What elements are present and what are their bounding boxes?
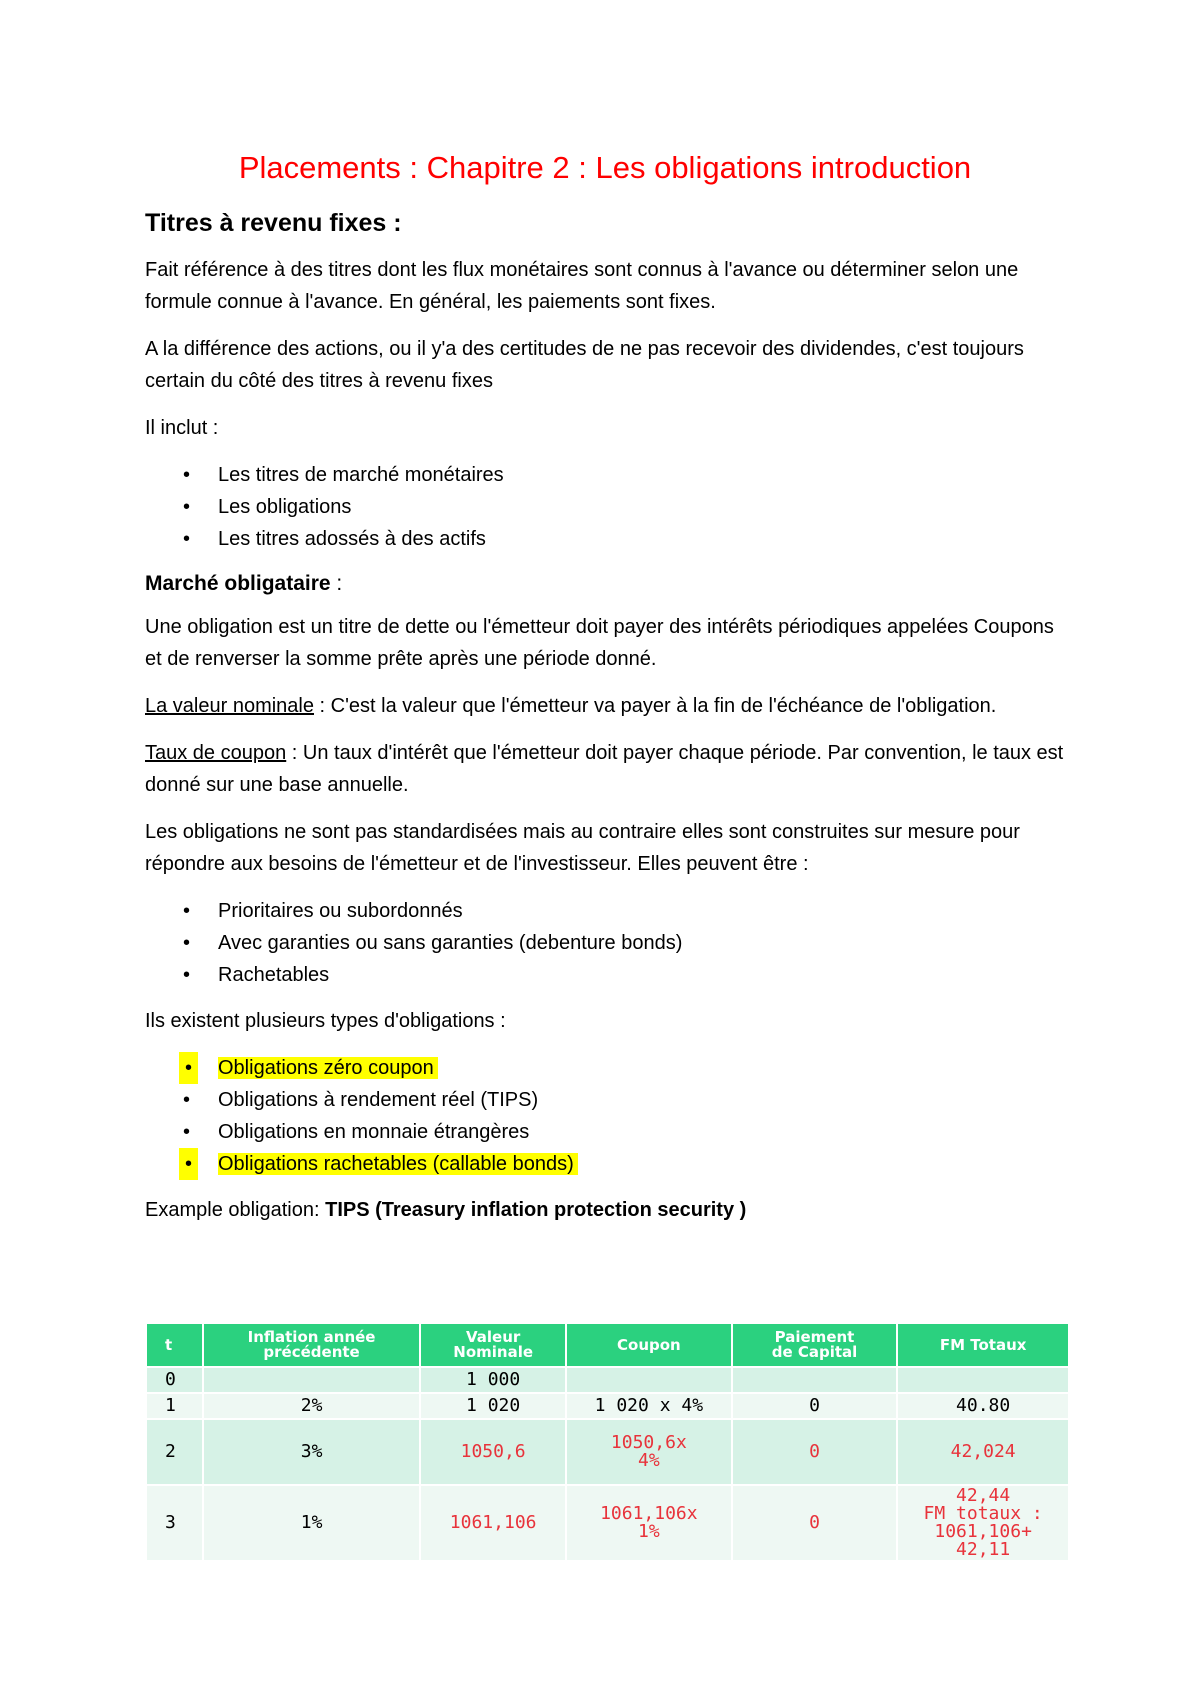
header-inflation: Inflation année précédente bbox=[203, 1323, 420, 1367]
cell-valeur: 1 000 bbox=[420, 1367, 566, 1393]
bullet-icon: • bbox=[179, 1052, 198, 1084]
paragraph-standardisees: Les obligations ne sont pas standardisées mais au contraire elles sont construites sur mesure pour répondre aux besoins de l'émetteur et de l'investisseur. Elles peuvent être : bbox=[145, 821, 1020, 875]
cell-fm: 40.80 bbox=[897, 1393, 1069, 1419]
list-item: • Avec garanties ou sans garanties (debenture bonds) bbox=[145, 927, 1065, 959]
list-item: • Rachetables bbox=[145, 959, 1065, 991]
cell-inflation bbox=[203, 1367, 420, 1393]
paragraph-obligation: Une obligation est un titre de dette ou l'émetteur doit payer des intérêts périodiques appelées Coupons et de renverser la somme prête après une période donné. bbox=[145, 616, 1054, 670]
bullet-icon: • bbox=[183, 964, 191, 986]
bullet-icon: • bbox=[183, 528, 191, 550]
header-fm-totaux: FM Totaux bbox=[897, 1323, 1069, 1367]
bullet-icon: • bbox=[183, 496, 191, 518]
list-item: • Prioritaires ou subordonnés bbox=[145, 895, 1065, 927]
table-row bbox=[146, 1367, 1069, 1393]
header-paiement-capital: Paiement de Capital bbox=[732, 1323, 898, 1367]
paragraph-types: Ils existent plusieurs types d'obligations : bbox=[145, 1010, 506, 1032]
cell-coupon: 1061,106x 1% bbox=[566, 1485, 732, 1561]
header-t: t bbox=[146, 1323, 203, 1367]
header-valeur-nominale: Valeur Nominale bbox=[420, 1323, 566, 1367]
paragraph-taux-coupon: Taux de coupon : Un taux d'intérêt que l'émetteur doit payer chaque période. Par convention, le taux est donné sur une base annuelle. bbox=[145, 742, 1064, 796]
table-row bbox=[146, 1485, 1069, 1561]
cell-t: 3 bbox=[146, 1485, 203, 1561]
header-coupon: Coupon bbox=[566, 1323, 732, 1367]
table-row bbox=[146, 1393, 1069, 1419]
list-item: • Les titres de marché monétaires bbox=[145, 459, 1065, 491]
cell-fm bbox=[897, 1367, 1069, 1393]
cell-t: 2 bbox=[146, 1419, 203, 1485]
list-item: • Obligations à rendement réel (TIPS) bbox=[145, 1084, 1065, 1116]
section-heading-marche: Marché obligataire : bbox=[145, 572, 343, 595]
term-valeur-nominale: La valeur nominale bbox=[145, 695, 314, 717]
cell-fm: 42,44 FM totaux : 1061,106+ 42,11 bbox=[897, 1485, 1069, 1561]
list-item-highlighted: • Obligations zéro coupon bbox=[145, 1052, 1065, 1084]
document-content bbox=[145, 148, 1065, 1241]
paragraph-il-inclut: Il inclut : bbox=[145, 417, 219, 439]
list-types bbox=[145, 1052, 1065, 1180]
cell-coupon: 1050,6x 4% bbox=[566, 1419, 732, 1485]
cell-paiement: 0 bbox=[732, 1419, 898, 1485]
list-item-highlighted: • Obligations rachetables (callable bonds) bbox=[145, 1148, 1065, 1180]
table-header-row bbox=[146, 1323, 1069, 1367]
bullet-icon: • bbox=[183, 900, 191, 922]
bullet-icon: • bbox=[183, 1121, 191, 1143]
cell-inflation: 2% bbox=[203, 1393, 420, 1419]
paragraph-difference: A la différence des actions, ou il y'a des certitudes de ne pas recevoir des dividendes, c'est toujours certain du côté des titres à revenu fixes bbox=[145, 338, 1024, 392]
cell-valeur: 1 020 bbox=[420, 1393, 566, 1419]
term-taux-coupon: Taux de coupon bbox=[145, 742, 287, 764]
list-item: • Les titres adossés à des actifs bbox=[145, 523, 1065, 555]
cell-inflation: 3% bbox=[203, 1419, 420, 1485]
cell-paiement: 0 bbox=[732, 1393, 898, 1419]
bullet-icon: • bbox=[183, 932, 191, 954]
list-item: • Obligations en monnaie étrangères bbox=[145, 1116, 1065, 1148]
cell-fm: 42,024 bbox=[897, 1419, 1069, 1485]
table-row bbox=[146, 1419, 1069, 1485]
cell-paiement bbox=[732, 1367, 898, 1393]
tips-table bbox=[145, 1322, 1070, 1562]
page-title: Placements : Chapitre 2 : Les obligations introduction bbox=[238, 150, 972, 185]
bullet-icon: • bbox=[183, 1089, 191, 1111]
cell-coupon: 1 020 x 4% bbox=[566, 1393, 732, 1419]
bullet-icon: • bbox=[179, 1148, 198, 1180]
list-caracteristiques bbox=[145, 895, 1065, 991]
cell-valeur: 1061,106 bbox=[420, 1485, 566, 1561]
section-heading-titres: Titres à revenu fixes : bbox=[145, 209, 402, 237]
bullet-icon: • bbox=[183, 464, 191, 486]
cell-t: 0 bbox=[146, 1367, 203, 1393]
cell-valeur: 1050,6 bbox=[420, 1419, 566, 1485]
cell-paiement: 0 bbox=[732, 1485, 898, 1561]
cell-t: 1 bbox=[146, 1393, 203, 1419]
paragraph-valeur-nominale: La valeur nominale : C'est la valeur que l'émetteur va payer à la fin de l'échéance de l'obligation. bbox=[145, 695, 997, 717]
list-titres bbox=[145, 459, 1065, 555]
cell-inflation: 1% bbox=[203, 1485, 420, 1561]
paragraph-definition: Fait référence à des titres dont les flux monétaires sont connus à l'avance ou déterminer selon une formule connue à l'avance. En général, les paiements sont fixes. bbox=[145, 259, 1019, 313]
paragraph-example: Example obligation: TIPS (Treasury inflation protection security ) bbox=[145, 1199, 747, 1221]
cell-coupon bbox=[566, 1367, 732, 1393]
list-item: • Les obligations bbox=[145, 491, 1065, 523]
